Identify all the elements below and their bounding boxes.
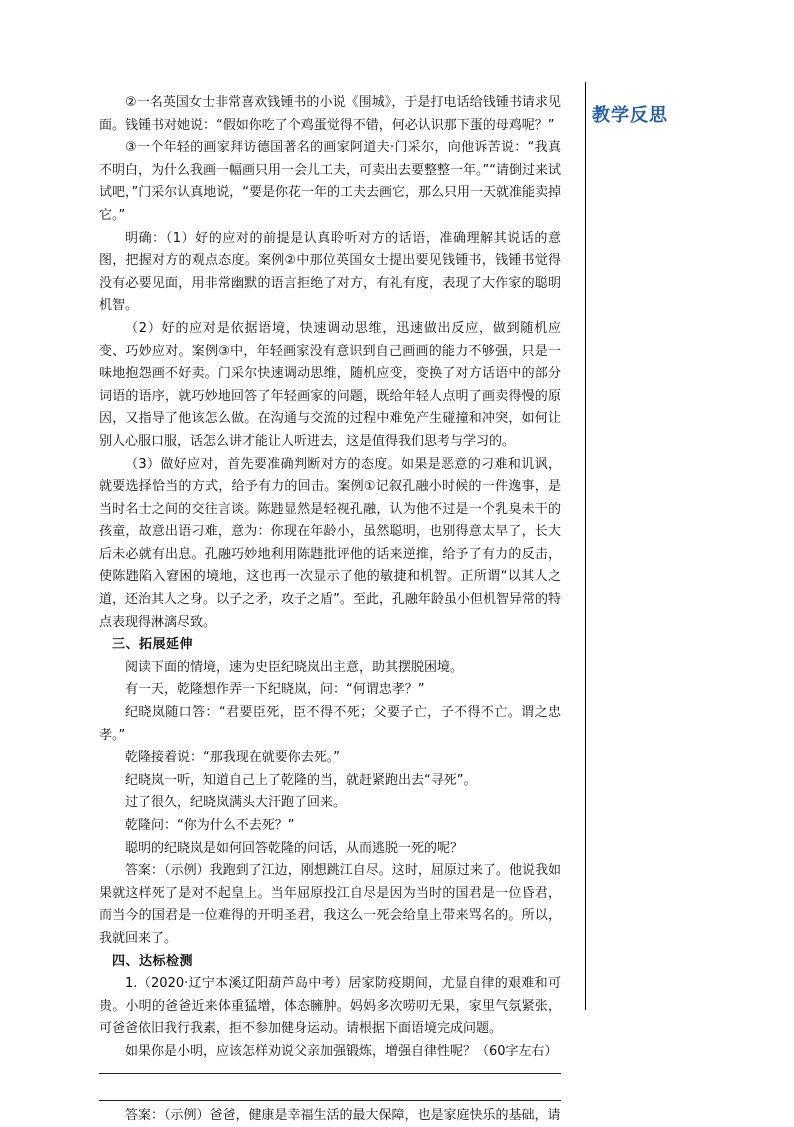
paragraph-answer-2: 答案：（示例）爸爸，健康是幸福生活的最大保障，也是家庭快乐的基础，请 bbox=[125, 1107, 561, 1123]
paragraph-story-2: 纪晓岚随口答：“君要臣死，臣不得不死；父要子亡，子不得不亡。谓之忠孝。” bbox=[99, 705, 561, 743]
paragraph-question: 聪明的纪晓岚是如何回答乾隆的问话，从而逃脱一死的呢？ bbox=[125, 840, 464, 856]
paragraph-story-6: 乾隆问：“你为什么不去死？” bbox=[125, 818, 295, 833]
paragraph-story-4: 纪晓岚一听，知道自己上了乾隆的当，就赶紧跑出去“寻死”。 bbox=[125, 772, 477, 788]
answer-blank-line[interactable] bbox=[99, 1074, 561, 1101]
paragraph-case-3: ③一个年轻的画家拜访德国著名的画家阿道夫·门采尔，向他诉苦说：“我真不明白，为什么我画一幅画只用一会儿工夫，可卖出去要整整一年。”“请倒过来试试吧，”门采尔认真地说，“要是你花一年的工夫去画它，那么只用一天就准能卖掉它。” bbox=[99, 140, 561, 223]
column-divider bbox=[585, 82, 586, 1010]
answer-blank-line[interactable] bbox=[99, 1064, 561, 1074]
paragraph-exercise-question: 如果你是小明，应该怎样劝说父亲加强锻炼，增强自律性呢？（60字左右） bbox=[125, 1043, 558, 1059]
paragraph-story-1: 有一天，乾隆想作弄一下纪晓岚，问：“何谓忠孝？” bbox=[125, 682, 425, 698]
paragraph-exercise-1: 1.（2020·辽宁本溪辽阳葫芦岛中考）居家防疫期间，尤显自律的艰难和可贵。小明的爸爸近来体重猛增，体态臃肿。妈妈多次唠叨无果，家里气氛紧张，可爸爸依旧我行我素，拒不参加健身运动。请根据下面语境完成问题。 bbox=[99, 976, 561, 1037]
paragraph-answer-1: 答案：（示例）我跑到了江边，刚想跳江自尽。这时，屈原过来了。他说我如果就这样死了是对不起皇上。当年屈原投江自尽是因为当时的国君是一位昏君，而当今的国君是一位难得的开明圣君，我这么一死会给皇上带来骂名的。所以，我就回来了。 bbox=[99, 863, 561, 946]
paragraph-case-2: ②一名英国女士非常喜欢钱锺书的小说《围城》，于是打电话给钱锺书请求见面。钱锺书对她说：“假如你吃了个鸡蛋觉得不错，何必认识那下蛋的母鸡呢？” bbox=[99, 95, 561, 133]
paragraph-clarification-2: （2）好的应对是依据语境，快速调动思维，迅速做出反应，做到随机应变、巧妙应对。案例③中，年轻画家没有意识到自己画画的能力不够强，只是一味地抱怨画不好卖。门采尔快速调动思维，随机应变，变换了对方话语中的部分词语的语序，就巧妙地回答了年轻画家的问题，既给年轻人点明了画卖得慢的原因，又指导了他该怎么做。在沟通与交流的过程中难免产生碰撞和冲突，如何让别人心服口服，话怎么讲才能让人听进去，这是值得我们思考与学习的。 bbox=[99, 320, 561, 449]
teaching-reflection-title: 教学反思 bbox=[592, 105, 668, 126]
paragraph-story-5: 过了很久，纪晓岚满头大汗跑了回来。 bbox=[125, 795, 347, 811]
section-heading-extension: 三、拓展延伸 bbox=[112, 637, 194, 653]
paragraph-story-3: 乾隆接着说：“那我现在就要你去死。” bbox=[125, 750, 340, 766]
main-text-column bbox=[99, 92, 561, 1127]
paragraph-clarification-3: （3）做好应对，首先要准确判断对方的态度。如果是恶意的刁难和讥讽，就要选择恰当的方式，给予有力的回击。案例①记叙孔融小时候的一件逸事，是当时名士之间的交往言谈。陈韪显然是轻视孔融，认为他不过是一个乳臭未干的孩童，故意出语刁难，意为：你现在年龄小，虽然聪明，也别得意太早了，长大后未必就有出息。孔融巧妙地利用陈韪批评他的话来逆推，给予了有力的反击，使陈韪陷入窘困的境地，这也再一次显示了他的敏捷和机智。正所谓“以其人之道，还治其人之身。以子之矛，攻子之盾”。至此，孔融年龄虽小但机智异常的特点表现得淋漓尽致。 bbox=[99, 456, 561, 630]
paragraph-instruction: 阅读下面的情境，速为史臣纪晓岚出主意，助其摆脱困境。 bbox=[125, 659, 464, 675]
section-heading-assessment: 四、达标检测 bbox=[112, 953, 194, 969]
paragraph-clarification-1: 明确：（1）好的应对的前提是认真聆听对方的话语，准确理解其说话的意图，把握对方的观点态度。案例②中那位英国女士提出要见钱锺书，钱锺书觉得没有必要见面，用非常幽默的语言拒绝了对方，有礼有度，表现了大作家的聪明机智。 bbox=[99, 230, 561, 314]
